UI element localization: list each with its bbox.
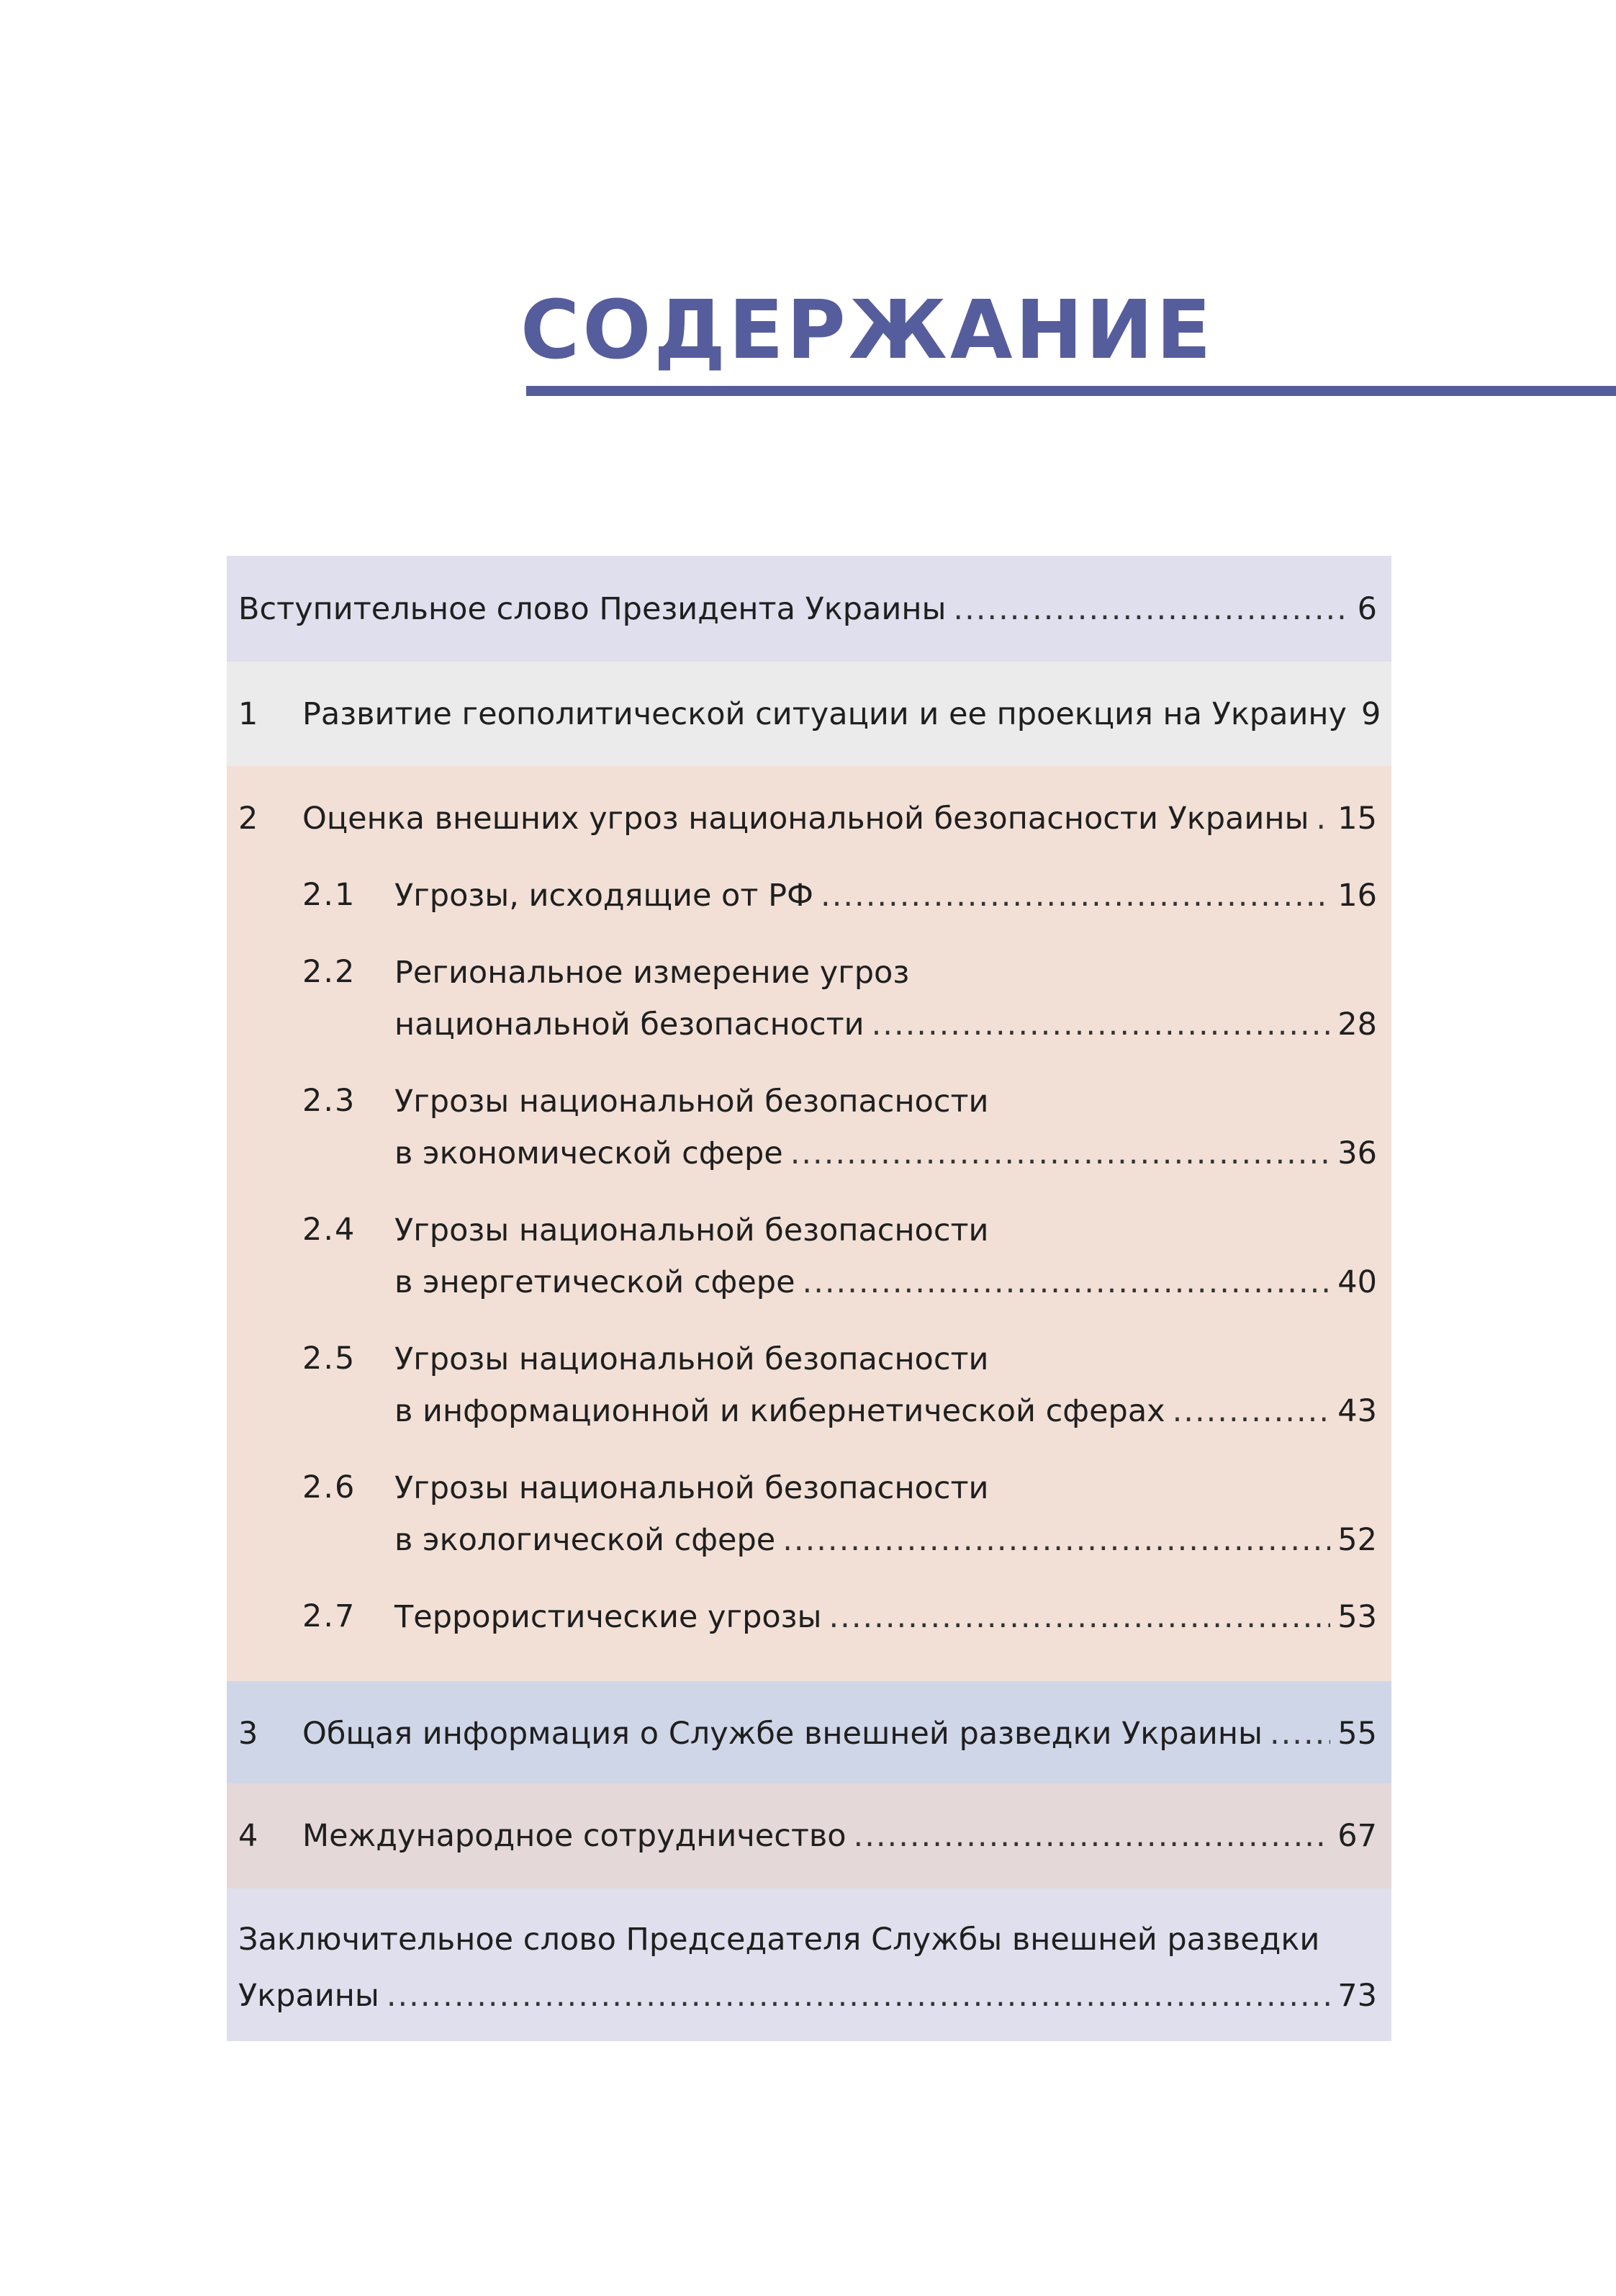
- toc-entry-title-line-2: в энергетической сфере: [394, 1264, 795, 1300]
- toc-entry-title: Общая информация о Службе внешней разведки Украины: [302, 1716, 1263, 1752]
- toc-page-number: 6: [1357, 591, 1377, 627]
- toc-entry-title-line-1: Угрозы национальной безопасности: [394, 1470, 989, 1506]
- toc-entry-title: Оценка внешних угроз национальной безопасности Украины: [302, 801, 1309, 837]
- toc-page-number: 16: [1337, 878, 1377, 914]
- toc-entry-title-line-1: Угрозы национальной безопасности: [394, 1341, 989, 1377]
- dot-leader: [953, 584, 1350, 634]
- toc-entry-2-1[interactable]: [227, 870, 1377, 922]
- toc-band-intro: [227, 556, 1391, 662]
- dot-leader: [1173, 1385, 1331, 1437]
- page-title: СОДЕРЖАНИЕ: [520, 284, 1214, 377]
- toc-page-number: 67: [1337, 1818, 1377, 1854]
- toc-entry-2-3[interactable]: [227, 1076, 1377, 1179]
- toc-band-outro: [227, 1888, 1391, 2041]
- toc-page-number: 36: [1337, 1135, 1377, 1171]
- table-of-contents: [227, 556, 1391, 2041]
- toc-entry-title-line-2: в экономической сфере: [394, 1135, 783, 1171]
- toc-entry-title: Террористические угрозы: [394, 1599, 822, 1635]
- toc-band-section-4: [227, 1783, 1391, 1888]
- section-number: 2: [238, 801, 258, 837]
- toc-entry-section-4[interactable]: [227, 1811, 1377, 1861]
- dot-leader: [790, 1127, 1331, 1179]
- dot-leader: [387, 1971, 1330, 2021]
- subsection-number: 2.2: [302, 954, 356, 990]
- toc-entry-title: Развитие геополитической ситуации и ее проекция на Украину: [302, 696, 1347, 732]
- toc-entry-title-line-1: Заключительное слово Председателя Службы внешней разведки: [238, 1922, 1320, 1958]
- subsection-number: 2.6: [302, 1469, 356, 1505]
- toc-band-section-2: [227, 766, 1391, 1681]
- toc-entry-title-line-2: в информационной и кибернетической сферах: [394, 1393, 1165, 1429]
- dot-leader: [1270, 1709, 1330, 1759]
- toc-entry-intro[interactable]: [238, 584, 1377, 634]
- subsection-number: 2.4: [302, 1212, 356, 1248]
- dot-leader: [854, 1811, 1331, 1861]
- toc-entry-title-line-1: Угрозы национальной безопасности: [394, 1212, 989, 1248]
- toc-page-number: 28: [1337, 1007, 1377, 1043]
- toc-page-number: 53: [1337, 1599, 1377, 1635]
- toc-entry-2-4[interactable]: [227, 1205, 1377, 1308]
- toc-page-number: 15: [1337, 801, 1377, 837]
- toc-entry-section-2[interactable]: [227, 793, 1377, 844]
- subsection-number: 2.3: [302, 1083, 356, 1119]
- dot-leader: [829, 1591, 1331, 1643]
- toc-entry-2-2[interactable]: [227, 947, 1377, 1050]
- dot-leader: [803, 1256, 1331, 1308]
- section-number: 3: [238, 1716, 258, 1752]
- toc-band-section-3: [227, 1681, 1391, 1783]
- toc-band-section-1: [227, 662, 1391, 766]
- dot-leader: [821, 870, 1330, 922]
- toc-page-number: 9: [1360, 696, 1381, 732]
- section-number: 1: [238, 696, 258, 732]
- section-number: 4: [238, 1818, 258, 1854]
- toc-entry-outro[interactable]: [238, 1914, 1377, 2021]
- toc-entry-title-line-2: в экологической сфере: [394, 1522, 776, 1558]
- toc-page-number: 40: [1337, 1264, 1377, 1300]
- toc-entry-2-7[interactable]: [227, 1591, 1377, 1643]
- toc-entry-title-line-2: национальной безопасности: [394, 1007, 865, 1043]
- toc-entry-title-line-1: Региональное измерение угроз: [394, 955, 910, 991]
- subsection-number: 2.1: [302, 877, 356, 913]
- toc-entry-section-3[interactable]: [227, 1709, 1377, 1759]
- toc-page-number: 55: [1337, 1716, 1377, 1752]
- toc-entry-2-6[interactable]: [227, 1462, 1377, 1566]
- toc-entry-title: Угрозы, исходящие от РФ: [394, 878, 814, 914]
- dot-leader: [1316, 793, 1330, 844]
- subsection-number: 2.7: [302, 1598, 356, 1634]
- subsection-number: 2.5: [302, 1341, 356, 1377]
- toc-entry-title-line-1: Угрозы национальной безопасности: [394, 1084, 989, 1120]
- toc-entry-title: Вступительное слово Президента Украины: [238, 591, 947, 627]
- toc-entry-title-line-2: Украины: [238, 1978, 379, 2014]
- toc-page-number: 52: [1337, 1522, 1377, 1558]
- toc-entry-2-5[interactable]: [227, 1333, 1377, 1437]
- toc-page-number: 43: [1337, 1393, 1377, 1429]
- dot-leader: [872, 999, 1331, 1050]
- dot-leader: [782, 1514, 1330, 1566]
- toc-entry-section-1[interactable]: [227, 689, 1381, 739]
- toc-page-number: 73: [1337, 1978, 1377, 2014]
- toc-entry-title: Международное сотрудничество: [302, 1818, 847, 1854]
- title-underline: [526, 386, 1616, 396]
